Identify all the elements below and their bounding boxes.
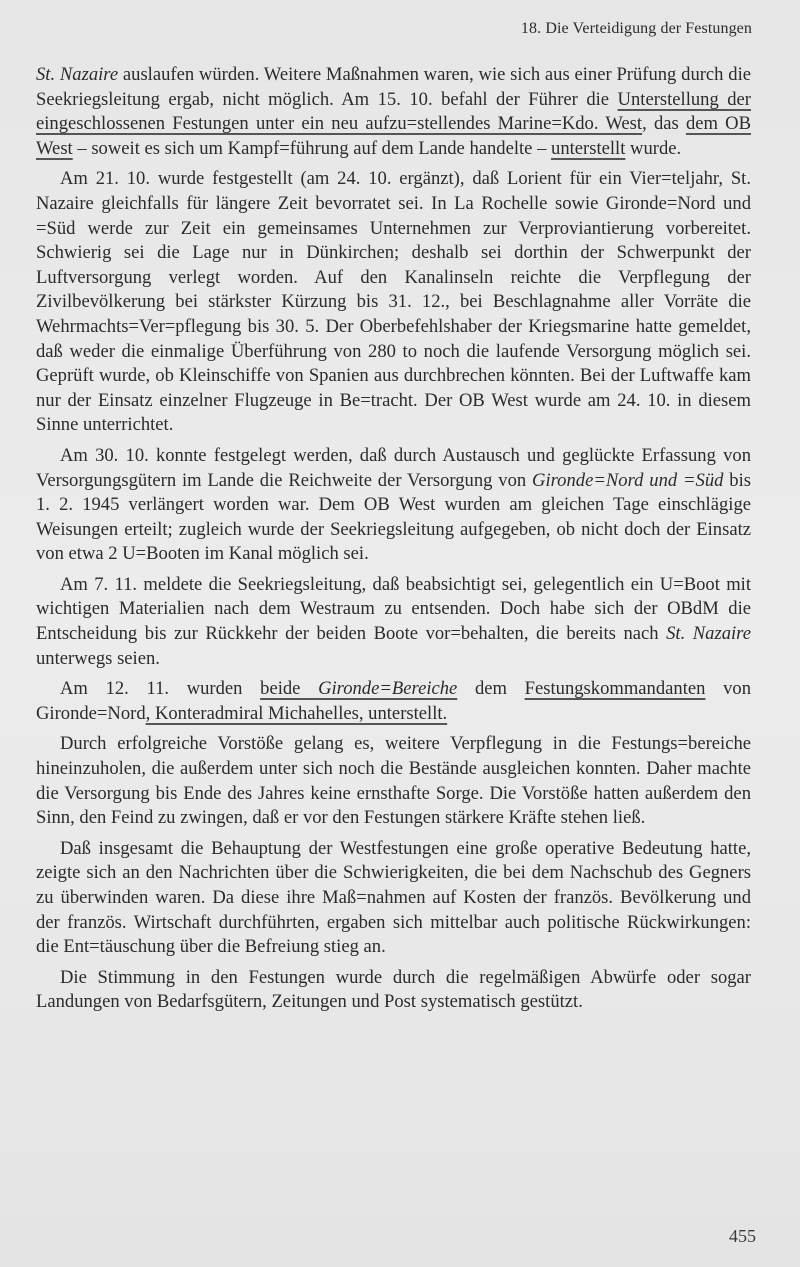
text-segment: dem	[457, 678, 525, 700]
paragraph	[36, 677, 751, 726]
paragraph	[36, 966, 751, 1015]
text-segment: Die Stimmung in den Festungen wurde durch die regelmäßigen Abwürfe oder sogar Landungen von Bedarfsgütern, Zeitungen und Post systematisch gestützt.	[36, 966, 751, 1013]
text-segment: Durch erfolgreiche Vorstöße gelang es, weitere Verpflegung in die Festungs=bereiche hineinzuholen, die außerdem unter sich noch die Bestände ausgleichen konnten. Daher machte die Versorgung bis Ende des Jahres keine ernsthafte Sorge. Die Vorstöße hatten außerdem den Sinn, den Feind zu zwingen, daß er vor den Festungen stärkere Kräfte stehen ließ.	[36, 733, 751, 829]
italic-text: St. Nazaire	[666, 623, 751, 645]
text-segment: – soweit es sich um Kampf=führung auf dem Lande handelte –	[72, 137, 552, 159]
underlined-text: Gironde=Bereiche	[318, 678, 458, 700]
paragraph	[36, 167, 751, 438]
underlined-text: unterstellt	[551, 137, 626, 159]
text-segment: Am 12. 11. wurden	[60, 678, 261, 700]
italic-text: St. Nazaire	[36, 64, 119, 85]
italic-text: Gironde=Nord und =Süd	[532, 469, 724, 491]
text-segment: Am 21. 10. wurde festgestellt (am 24. 10. ergänzt), daß Lorient für ein Vier=teljahr, St. Nazaire gleichfalls für längere Zeit bevorratet sei. In La Rochelle sowie Gironde=Nord und =Süd werde zur Zeit ein gemeinsames Unternehmen zur Verproviantierung vorbereitet. Schwierig sei die Lage nur in Dünkirchen; deshalb sei dorthin der Schwerpunkt der Luftversorgung verlegt worden. Auf den Kanalinseln reichte die Verpflegung der Zivilbevölkerung bei stärkster Kürzung bis 31. 12., bei Beschlagnahme aller Vorräte die Wehrmachts=Ver=pflegung bis 30. 5. Der Oberbefehlshaber der Kriegsmarine hatte gemeldet, daß weder die einmalige Überführung von 280 to noch die laufende Versorgung möglich sei. Geprüft wurde, ob Kleinschiffe von Spanien aus durchbrechen könnten. Bei der Luftwaffe kam nur der Einsatz einzelner Flugzeuge in Be=tracht. Der OB West wurde am 24. 10. in diesem Sinne unterrichtet.	[36, 168, 751, 436]
paragraph	[36, 732, 751, 830]
underlined-text: Festungskommandanten	[524, 678, 706, 700]
paragraph	[36, 444, 751, 567]
text-segment: Am 7. 11. meldete die Seekriegsleitung, daß beabsichtigt sei, gelegentlich ein U=Boot mit wichtigen Materialien nach dem Westraum zu entsenden. Doch habe sich der OBdM die Entscheidung bis zur Rückkehr der beiden Boote vor=behalten, die bereits nach	[36, 573, 751, 645]
text-segment: Daß insgesamt die Behauptung der Westfestungen eine große operative Bedeutung hatte, zeigte sich an den Nachrichten über die Schwierigkeiten, die bei dem Nachschub des Gegners zu überwinden waren. Da diese ihre Maß=nahmen auf Kosten der französ. Bevölkerung und der französ. Wirtschaft durchführten, ergaben sich mittelbar auch politische Rückwirkungen: die Ent=täuschung über die Befreiung stieg an.	[36, 837, 751, 958]
running-head: 18. Die Verteidigung der Festungen	[520, 20, 752, 37]
paragraph	[36, 837, 751, 960]
text-segment: Am 30. 10. konnte festgelegt werden, daß durch Austausch und geglückte Erfassung von Versorgungsgütern im Lande die Reichweite der Versorgung von	[36, 444, 751, 491]
text-segment: unterwegs seien.	[36, 647, 160, 669]
text-segment: von Gironde=Nord	[36, 678, 751, 724]
paragraph	[36, 573, 751, 671]
page-number: 455	[729, 1226, 756, 1246]
text-segment: auslaufen würden. Weitere Maßnahmen waren, wie sich aus einer Prüfung durch die Seekriegsleitung ergab, nicht möglich. Am 15. 10. befahl der Führer die	[36, 64, 751, 110]
text-segment: bis 1. 2. 1945 verlängert worden war. Dem OB West wurden am gleichen Tage einschlägige Weisungen erteilt; zugleich wurde der Seekriegsleitung aufgegeben, ob nicht doch der Einsatz von etwa 2 U=Booten im Kanal möglich sei.	[36, 469, 752, 565]
body-text	[36, 63, 751, 1021]
text-segment: wurde.	[625, 137, 682, 159]
text-segment: , das	[642, 113, 686, 135]
underlined-text: , Konteradmiral Michahelles, unterstellt.	[145, 702, 448, 724]
underlined-text: dem OB West	[36, 113, 752, 159]
underlined-text: Unterstellung der eingeschlossenen Festungen unter ein neu aufzu=stellendes Marine=Kdo. West	[36, 88, 751, 135]
paragraph	[36, 63, 751, 161]
underlined-text: beide	[260, 678, 319, 700]
